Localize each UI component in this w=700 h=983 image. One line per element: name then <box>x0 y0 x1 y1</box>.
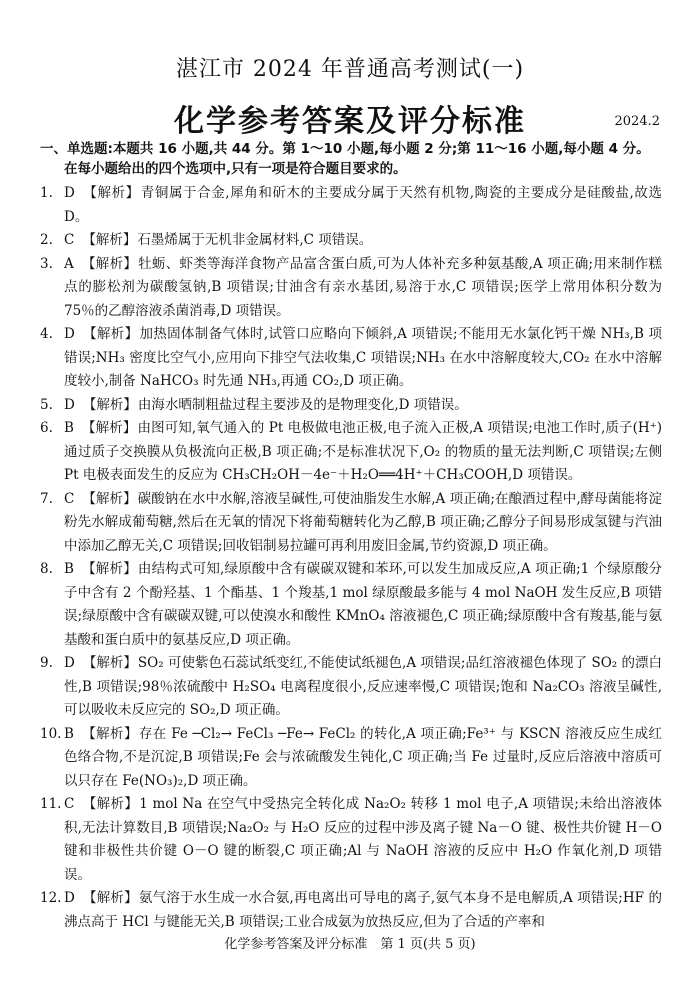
item-number: 5. <box>40 396 53 413</box>
answer-item <box>40 887 662 934</box>
answer-item <box>40 394 662 418</box>
answer-list <box>40 182 662 934</box>
item-analysis-tag: 【解析】 <box>82 185 140 201</box>
answer-item <box>40 182 662 229</box>
item-number: 7. <box>40 490 53 507</box>
item-number: 1. <box>40 185 53 201</box>
item-analysis-tag: 【解析】 <box>82 396 137 413</box>
answer-item <box>40 323 662 394</box>
item-answer: D <box>64 326 75 342</box>
exam-date: 2024.2 <box>614 114 660 129</box>
answer-item <box>40 793 662 887</box>
answer-item <box>40 229 662 253</box>
item-analysis-tag: 【解析】 <box>82 655 137 671</box>
answer-item <box>40 652 662 723</box>
item-explanation: SO₂ 可使紫色石蕊试纸变红,不能使试纸褪色,A 项错误;品红溶液褪色体现了 SO₂ 的漂白性,B 项错误;98％浓硫酸中 H₂SO₄ 电离程度很小,反应速率慢,C 项错误;饱和 Na₂CO₃ 溶液呈碱性,可以吸收未反应完的 SO₂,D 项正确。 <box>64 655 663 718</box>
item-analysis-tag: 【解析】 <box>82 232 137 248</box>
section-heading <box>40 139 662 179</box>
exam-title: 湛江市 2024 年普通高考测试(一) <box>175 57 525 82</box>
item-explanation: 碳酸钠在水中水解,溶液呈碱性,可使油脂发生水解,A 项正确;在酿酒过程中,酵母菌能将淀粉先水解成葡萄糖,然后在无氧的情况下将葡萄糖转化为乙醇,B 项正确;乙醇分子间易形成氢键与汽油中添加乙醇无关,C 项错误;回收铝制易拉罐可再利用废旧金属,节约资源,D 项正确。 <box>64 490 662 554</box>
item-number: 8. <box>40 561 53 577</box>
item-analysis-tag: 【解析】 <box>81 725 138 742</box>
item-explanation: 石墨烯属于无机非金属材料,C 项错误。 <box>137 232 373 248</box>
answer-item <box>40 723 662 794</box>
item-number: 3. <box>40 255 53 272</box>
answer-item <box>40 488 662 559</box>
answer-item <box>40 558 662 652</box>
item-number: 12. <box>40 890 62 906</box>
item-number: 6. <box>40 420 53 436</box>
item-number: 11. <box>40 796 62 812</box>
item-answer: B <box>64 725 74 742</box>
item-answer: B <box>64 561 74 577</box>
item-explanation: 牡蛎、虾类等海洋食物产品富含蛋白质,可为人体补充多种氨基酸,A 项正确;用来制作糕点的膨松剂为碳酸氢钠,B 项错误;甘油含有亲水基团,易溶于水,C 项错误;医学上常用体积分数为 75％的乙醇溶液杀菌消毒,D 项错误。 <box>64 255 663 319</box>
item-number: 10. <box>40 725 62 742</box>
item-explanation: 由结构式可知,绿原酸中含有碳碳双键和苯环,可以发生加成反应,A 项正确;1 个绿原酸分子中含有 2 个酚羟基、1 个酯基、1 个羧基,1 mol 绿原酸最多能与 4 mol NaOH 发生反应,B 项错误;绿原酸中含有碳碳双键,可以使溴水和酸性 KMnO₄ 溶液褪色,C 项正确;绿原酸中含有羧基,能与氨基酸和蛋白质中的氨基反应,D 项正确。 <box>64 561 663 648</box>
answer-item <box>40 417 662 488</box>
item-analysis-tag: 【解析】 <box>81 561 137 577</box>
item-explanation: 加热固体制备气体时,试管口应略向下倾斜,A 项错误;不能用无水氯化钙干燥 NH₃,B 项错误;NH₃ 密度比空气小,应用向下排空气法收集,C 项错误;NH₃ 在水中溶解度较大,CO₂ 在水中溶解度较小,制备 NaHCO₃ 时先通 NH₃,再通 CO₂,D 项正确。 <box>64 326 663 389</box>
item-explanation: 青铜属于合金,犀角和斫木的主要成分属于天然有机物,陶瓷的主要成分是硅酸盐,故选 D。 <box>64 185 663 225</box>
item-answer: D <box>64 185 75 201</box>
section-heading-line1: 一、单选题:本题共 16 小题,共 44 分。第 1～10 小题,每小题 2 分;第 11～16 小题,每小题 4 分。 <box>40 141 650 157</box>
item-answer: A <box>64 255 74 272</box>
section-heading-line2: 在每小题给出的四个选项中,只有一项是符合题目要求的。 <box>64 161 407 177</box>
item-answer: C <box>64 232 75 248</box>
item-explanation: 由海水晒制粗盐过程主要涉及的是物理变化,D 项错误。 <box>137 396 468 413</box>
item-analysis-tag: 【解析】 <box>81 255 138 272</box>
page-title: 化学参考答案及评分标准 <box>174 104 526 139</box>
item-analysis-tag: 【解析】 <box>82 326 139 342</box>
item-answer: D <box>64 396 75 413</box>
item-answer: D <box>64 655 75 671</box>
item-analysis-tag: 【解析】 <box>82 490 137 507</box>
item-explanation: 存在 Fe ─Cl₂→ FeCl₃ ─Fe→ FeCl₂ 的转化,A 项正确;Fe³⁺ 与 KSCN 溶液反应生成红色络合物,不是沉淀,B 项错误;Fe 会与浓硫酸发生钝化,C 项正确;当 Fe 过量时,反应后溶液中溶质可以只存在 Fe(NO₃)₂,D 项正确。 <box>64 725 662 789</box>
item-number: 9. <box>40 655 53 671</box>
item-answer: D <box>64 890 75 906</box>
page-footer: 化学参考答案及评分标准 第 1 页(共 5 页) <box>224 937 476 952</box>
item-answer: B <box>64 420 74 436</box>
item-number: 2. <box>40 232 53 248</box>
item-answer: C <box>64 490 75 507</box>
item-number: 4. <box>40 326 53 342</box>
item-analysis-tag: 【解析】 <box>82 890 138 906</box>
item-explanation: 由图可知,氧气通入的 Pt 电极做电池正极,电子流入正极,A 项错误;电池工作时,质子(H⁺)通过质子交换膜从负极流向正极,B 项正确;不是标准状况下,O₂ 的物质的量无法判断,C 项错误;左侧 Pt 电极表面发生的反应为 CH₃CH₂OH－4e⁻＋H₂O══4H⁺＋CH₃COOH,D 项错误。 <box>64 420 662 483</box>
item-answer: C <box>64 796 75 812</box>
item-explanation: 1 mol Na 在空气中受热完全转化成 Na₂O₂ 转移 1 mol 电子,A 项错误;未给出溶液体积,无法计算数目,B 项错误;Na₂O₂ 与 H₂O 反应的过程中涉及离子键 Na－O 键、极性共价键 H－O 键和非极性共价键 O－O 键的断裂,C 项正确;Al 与 NaOH 溶液的反应中 H₂O 作氧化剂,D 项错误。 <box>64 796 663 883</box>
item-analysis-tag: 【解析】 <box>82 796 139 812</box>
item-analysis-tag: 【解析】 <box>81 420 137 436</box>
item-explanation: 氨气溶于水生成一水合氨,再电离出可导电的离子,氨气本身不是电解质,A 项错误;HF 的沸点高于 HCl 与键能无关,B 项错误;工业合成氨为放热反应,但为了合适的产率和 <box>64 890 662 930</box>
answer-item <box>40 253 662 324</box>
